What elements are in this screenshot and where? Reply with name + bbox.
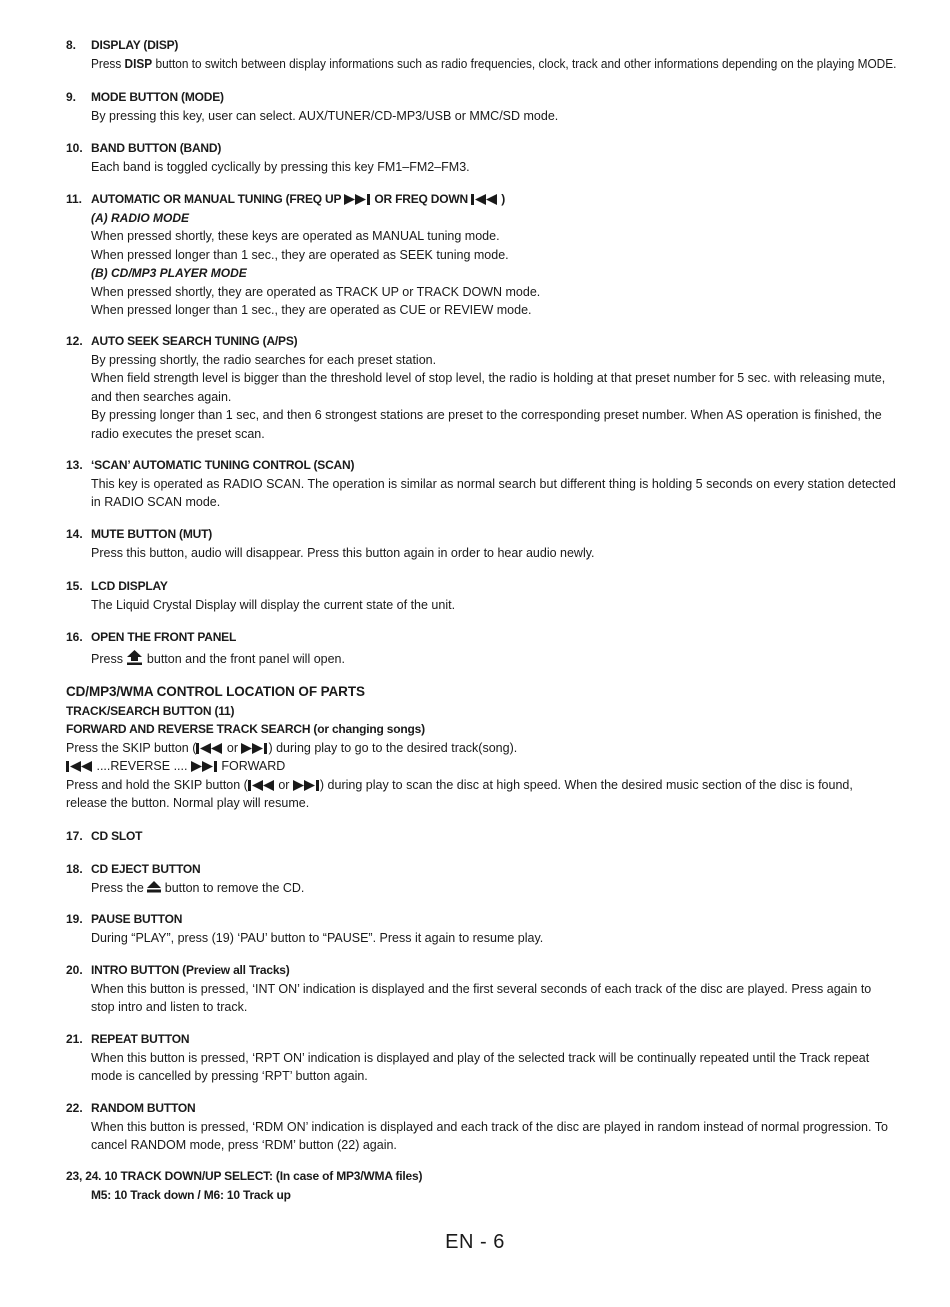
item-20 — [66, 961, 896, 1017]
item-number: 13. — [66, 458, 83, 472]
skip-back-icon — [66, 761, 93, 772]
item-text: When this button is pressed, ‘RPT ON’ indication is displayed and play of the selected track will be continually repeated until the Track repeat mode is cancelled by pressing ‘RPT’ button again. — [91, 1050, 870, 1083]
skip-back-icon — [471, 194, 498, 205]
item-19 — [66, 910, 896, 947]
item-number: 12. — [66, 334, 83, 348]
item-17 — [66, 827, 896, 846]
item-13 — [66, 456, 896, 512]
item-number: 8. — [66, 38, 77, 52]
item-22 — [66, 1099, 896, 1155]
item-text: This key is operated as RADIO SCAN. The operation is similar as normal search but different thing is holding 5 seconds on every station detected in RADIO SCAN mode. — [91, 476, 896, 509]
item-number: 20. — [66, 963, 83, 977]
item-subheading: (B) CD/MP3 PLAYER MODE — [91, 266, 247, 280]
item-heading: BAND BUTTON (BAND) — [91, 141, 222, 155]
item-text: Press the button to remove the CD. — [91, 880, 305, 895]
item-heading: MUTE BUTTON (MUT) — [91, 527, 213, 541]
skip-forward-icon — [344, 194, 371, 205]
skip-back-icon — [248, 780, 275, 791]
item-11 — [66, 190, 896, 320]
section-text: Press and hold the SKIP button ( or ) during play to scan the disc at high speed. When the desired music section of the disc is found, release the button. Normal play will resume. — [66, 777, 853, 810]
item-number: 9. — [66, 90, 77, 104]
item-16 — [66, 628, 896, 668]
cd-control-section — [66, 683, 896, 813]
item-heading: CD SLOT — [91, 829, 143, 843]
item-text: By pressing shortly, the radio searches for each preset station. — [91, 352, 437, 367]
item-text: When field strength level is bigger than the threshold level of stop level, the radio is holding at that preset number for 5 sec. with releasing mute, and then searches again. — [91, 371, 886, 404]
page-number: EN - 6 — [445, 1231, 505, 1253]
item-number: 19. — [66, 912, 83, 926]
item-text: Press this button, audio will disappear. Press this button again in order to hear audio newly. — [91, 545, 595, 560]
item-text: When pressed shortly, they are operated as TRACK UP or TRACK DOWN mode. — [91, 284, 541, 299]
item-text: By pressing longer than 1 sec, and then 6 strongest stations are preset to the corresponding preset number. When AS operation is finished, the radio executes the preset scan. — [91, 408, 882, 441]
item-number: 17. — [66, 829, 83, 843]
item-23-24 — [66, 1167, 896, 1204]
item-heading: AUTOMATIC OR MANUAL TUNING (FREQ UP OR FREQ DOWN ) — [91, 192, 506, 206]
item-subheading: M5: 10 Track down / M6: 10 Track up — [91, 1187, 291, 1202]
item-heading: AUTO SEEK SEARCH TUNING (A/PS) — [91, 334, 298, 348]
item-18 — [66, 860, 896, 897]
item-heading: CD EJECT BUTTON — [91, 862, 201, 876]
open-panel-icon — [126, 649, 143, 666]
item-heading: PAUSE BUTTON — [91, 912, 183, 926]
skip-forward-icon — [293, 780, 320, 791]
item-text: When this button is pressed, ‘RDM ON’ indication is displayed and each track of the disc are played in random instead of normal progression. To cancel RANDOM mode, press ‘RDM’ button (22) again. — [91, 1119, 888, 1152]
item-21 — [66, 1030, 896, 1086]
item-14 — [66, 525, 896, 562]
item-heading: INTRO BUTTON (Preview all Tracks) — [91, 963, 290, 977]
item-text: Press DISP button to switch between display informations such as radio frequencies, clock, track and other informations depending on the playing MODE. — [91, 56, 897, 71]
item-heading: OPEN THE FRONT PANEL — [91, 630, 237, 644]
item-number: 11. — [66, 192, 83, 206]
item-text: When pressed shortly, these keys are operated as MANUAL tuning mode. — [91, 229, 500, 243]
item-10 — [66, 139, 896, 176]
item-12 — [66, 332, 896, 443]
item-number: 14. — [66, 527, 83, 541]
item-number: 16. — [66, 630, 83, 644]
item-subheading: (A) RADIO MODE — [91, 210, 189, 225]
item-number: 22. — [66, 1101, 83, 1115]
item-text: Each band is toggled cyclically by pressing this key FM1–FM2–FM3. — [91, 159, 470, 174]
skip-back-icon — [196, 743, 223, 754]
item-number: 18. — [66, 862, 83, 876]
item-text: The Liquid Crystal Display will display the current state of the unit. — [91, 597, 456, 612]
item-text: When pressed longer than 1 sec., they are operated as CUE or REVIEW mode. — [91, 303, 532, 317]
item-heading: REPEAT BUTTON — [91, 1032, 190, 1046]
item-heading: ‘SCAN’ AUTOMATIC TUNING CONTROL (SCAN) — [91, 458, 355, 472]
section-text: ....REVERSE .... FORWARD — [66, 757, 896, 776]
item-text: By pressing this key, user can select. AUX/TUNER/CD-MP3/USB or MMC/SD mode. — [91, 108, 559, 123]
item-number: 21. — [66, 1032, 83, 1046]
item-number: 15. — [66, 579, 83, 593]
item-15 — [66, 577, 896, 614]
item-heading: DISPLAY (DISP) — [91, 38, 179, 52]
item-text: When pressed longer than 1 sec., they are operated as SEEK tuning mode. — [91, 247, 509, 262]
eject-icon — [147, 881, 161, 893]
item-8 — [66, 36, 896, 73]
item-heading: RANDOM BUTTON — [91, 1101, 196, 1115]
item-heading: MODE BUTTON (MODE) — [91, 90, 224, 104]
item-text: During “PLAY”, press (19) ‘PAU’ button to “PAUSE”. Press it again to resume play. — [91, 930, 544, 945]
section-title: CD/MP3/WMA CONTROL LOCATION OF PARTS — [66, 684, 365, 699]
item-number: 10. — [66, 141, 83, 155]
skip-forward-icon — [241, 743, 268, 754]
skip-forward-icon — [191, 761, 218, 772]
item-text: When this button is pressed, ‘INT ON’ indication is displayed and the first several seconds of each track of the disc are played. Press again to stop intro and listen to track. — [91, 981, 872, 1014]
item-9 — [66, 88, 896, 125]
item-heading: 23, 24. 10 TRACK DOWN/UP SELECT: (In case of MP3/WMA files) — [66, 1169, 423, 1183]
item-heading: LCD DISPLAY — [91, 579, 168, 593]
section-subheading: FORWARD AND REVERSE TRACK SEARCH (or changing songs) — [66, 722, 425, 736]
section-text: Press the SKIP button ( or ) during play to go to the desired track(song). — [66, 740, 518, 755]
section-subheading: TRACK/SEARCH BUTTON (11) — [66, 703, 235, 718]
item-text: Press button and the front panel will open. — [91, 649, 896, 669]
